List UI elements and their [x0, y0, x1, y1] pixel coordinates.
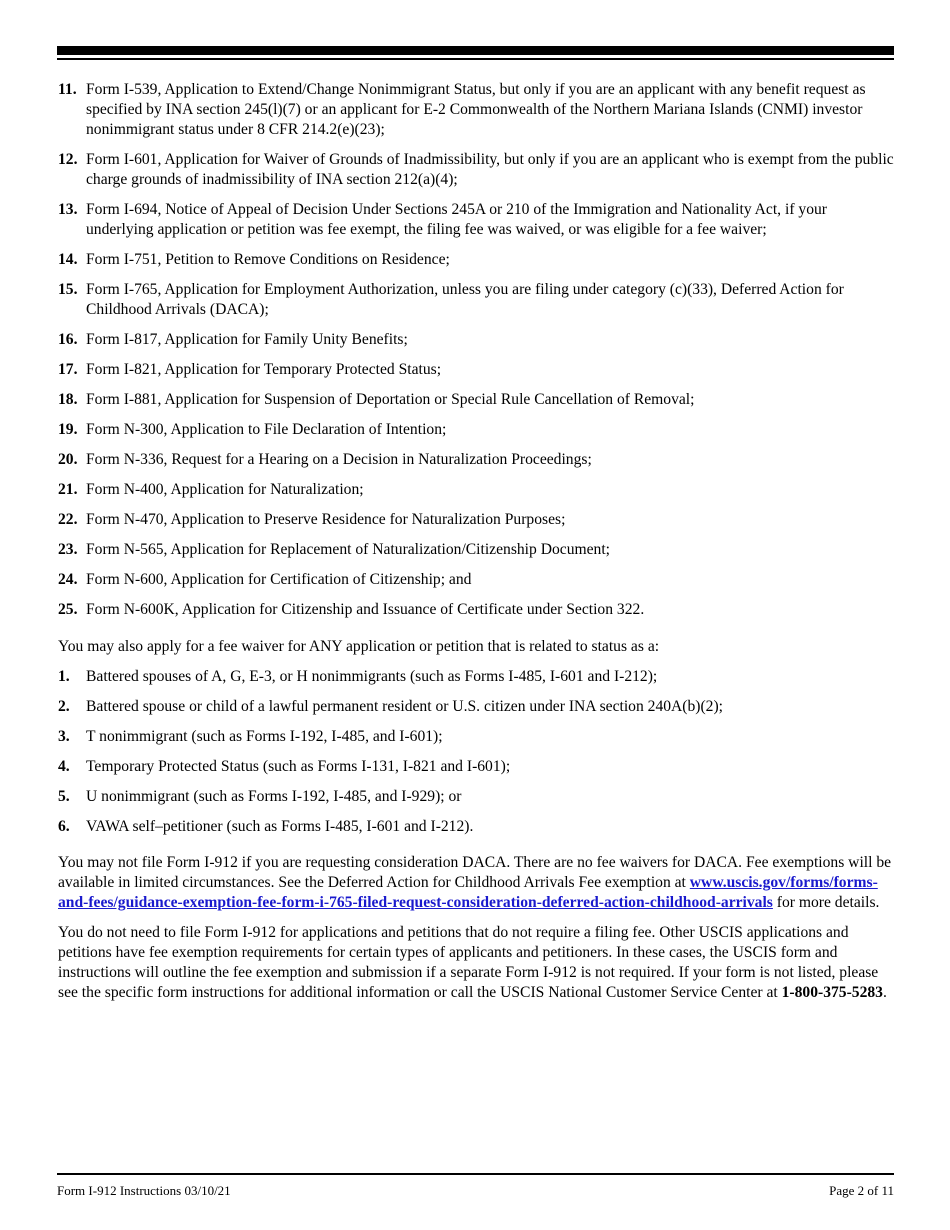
footer-form-info: Form I-912 Instructions 03/10/21: [57, 1183, 231, 1198]
item-number: 23.: [58, 541, 78, 558]
list-item: [58, 667, 894, 687]
list-item: [58, 757, 894, 777]
list-item: [58, 390, 894, 410]
list-item: [58, 787, 894, 807]
footer-page-number: Page 2 of 11: [829, 1183, 894, 1198]
forms-list: [58, 80, 894, 620]
item-number: 11.: [58, 81, 77, 98]
status-intro: You may also apply for a fee waiver for ANY application or petition that is related to status as a:: [58, 638, 660, 655]
no-fee-text-end: .: [882, 984, 887, 1001]
item-number: 12.: [58, 151, 78, 168]
item-text: VAWA self–petitioner (such as Forms I-485, I-601 and I-212).: [86, 818, 474, 835]
item-number: 5.: [58, 788, 70, 805]
list-item: [58, 570, 894, 590]
item-number: 4.: [58, 758, 70, 775]
list-item: [58, 600, 894, 620]
item-number: 24.: [58, 571, 78, 588]
item-number: 1.: [58, 668, 70, 685]
item-text: Temporary Protected Status (such as Forms I-131, I-821 and I-601);: [86, 758, 511, 775]
list-item: [58, 480, 894, 500]
item-text: Form N-565, Application for Replacement of Naturalization/Citizenship Document;: [86, 541, 610, 558]
item-text: Form I-817, Application for Family Unity Benefits;: [86, 331, 408, 348]
item-text: Form N-600, Application for Certification of Citizenship; and: [86, 571, 472, 588]
list-item: [58, 80, 894, 140]
item-text: Battered spouses of A, G, E-3, or H nonimmigrants (such as Forms I-485, I-601 and I-212);: [86, 668, 658, 685]
list-item: [58, 540, 894, 560]
item-number: 3.: [58, 728, 70, 745]
item-text: Form I-751, Petition to Remove Conditions on Residence;: [86, 251, 450, 268]
daca-text-end: for more details.: [772, 894, 880, 911]
item-number: 21.: [58, 481, 78, 498]
item-text: Form I-765, Application for Employment Authorization, unless you are filing under category (c)(33), Deferred Action for Childhood Arrivals (DACA);: [86, 281, 844, 318]
list-item: [58, 330, 894, 350]
item-number: 19.: [58, 421, 78, 438]
item-number: 14.: [58, 251, 78, 268]
daca-text: You may not file Form I-912 if you are requesting consideration DACA. There are no fee waivers for DACA. Fee exemptions will be available in limited circumstances. See the Deferred Action for Childhood Arrivals Fee exemption at: [58, 854, 892, 891]
list-item: [58, 150, 894, 190]
item-text: Form I-881, Application for Suspension of Deportation or Special Rule Cancellation of Removal;: [86, 391, 695, 408]
list-item: [58, 817, 894, 837]
item-text: Form N-470, Application to Preserve Residence for Naturalization Purposes;: [86, 511, 566, 528]
item-text: Form N-600K, Application for Citizenship and Issuance of Certificate under Section 322.: [86, 601, 645, 618]
header-rule-thin: [57, 58, 894, 60]
daca-paragraph: [58, 853, 894, 913]
item-number: 20.: [58, 451, 78, 468]
list-item: [58, 280, 894, 320]
item-text: U nonimmigrant (such as Forms I-192, I-485, and I-929); or: [86, 788, 462, 805]
item-number: 6.: [58, 818, 70, 835]
list-item: [58, 510, 894, 530]
item-number: 17.: [58, 361, 78, 378]
no-fee-paragraph: [58, 923, 894, 1003]
item-number: 25.: [58, 601, 78, 618]
list-item: [58, 200, 894, 240]
item-text: Form I-539, Application to Extend/Change Nonimmigrant Status, but only if you are an applicant with any benefit request as specified by INA section 245(l)(7) or an applicant for E-2 Commonwealth of the Northern Mariana Islands (CNMI) investor nonimmigrant status under 8 CFR 214.2(e)(23);: [86, 81, 866, 138]
status-list: [58, 667, 894, 837]
list-item: [58, 727, 894, 747]
footer-rule: [57, 1173, 894, 1175]
header-rule-thick: [57, 46, 894, 55]
item-number: 2.: [58, 698, 70, 715]
no-fee-text: You do not need to file Form I-912 for applications and petitions that do not require a filing fee. Other USCIS applications and petitions have fee exemption requirements for certain types of applicants and petitioners. In these cases, the USCIS form and instructions will outline the fee exemption and submission if a separate Form I-912 is not required. If your form is not listed, please see the specific form instructions for additional information or call the USCIS National Customer Service Center at: [58, 924, 879, 1001]
list-item: [58, 450, 894, 470]
phone-number: 1-800-375-5283: [781, 984, 883, 1001]
item-text: Form I-821, Application for Temporary Protected Status;: [86, 361, 442, 378]
item-text: Form N-400, Application for Naturalization;: [86, 481, 364, 498]
item-text: Form N-300, Application to File Declaration of Intention;: [86, 421, 447, 438]
item-number: 16.: [58, 331, 78, 348]
item-text: Form I-694, Notice of Appeal of Decision Under Sections 245A or 210 of the Immigration and Nationality Act, if your underlying application or petition was fee exempt, the filing fee was waived, or was eligible for a fee waiver;: [86, 201, 827, 238]
item-text: Battered spouse or child of a lawful permanent resident or U.S. citizen under INA section 240A(b)(2);: [86, 698, 723, 715]
item-number: 13.: [58, 201, 78, 218]
item-number: 15.: [58, 281, 78, 298]
list-item: [58, 420, 894, 440]
item-text: Form I-601, Application for Waiver of Grounds of Inadmissibility, but only if you are an applicant who is exempt from the public charge grounds of inadmissibility of INA section 212(a)(4);: [86, 151, 894, 188]
page-content: [58, 80, 894, 1003]
item-text: T nonimmigrant (such as Forms I-192, I-485, and I-601);: [86, 728, 443, 745]
item-number: 18.: [58, 391, 78, 408]
list-item: [58, 250, 894, 270]
list-item: [58, 697, 894, 717]
list-item: [58, 360, 894, 380]
item-text: Form N-336, Request for a Hearing on a Decision in Naturalization Proceedings;: [86, 451, 592, 468]
item-number: 22.: [58, 511, 78, 528]
daca-exemption-link[interactable]: www.uscis.gov/forms/forms-and-fees/guidance-exemption-fee-form-i-765-filed-request-consideration-deferred-action-childhood-arrivals: [58, 874, 878, 911]
